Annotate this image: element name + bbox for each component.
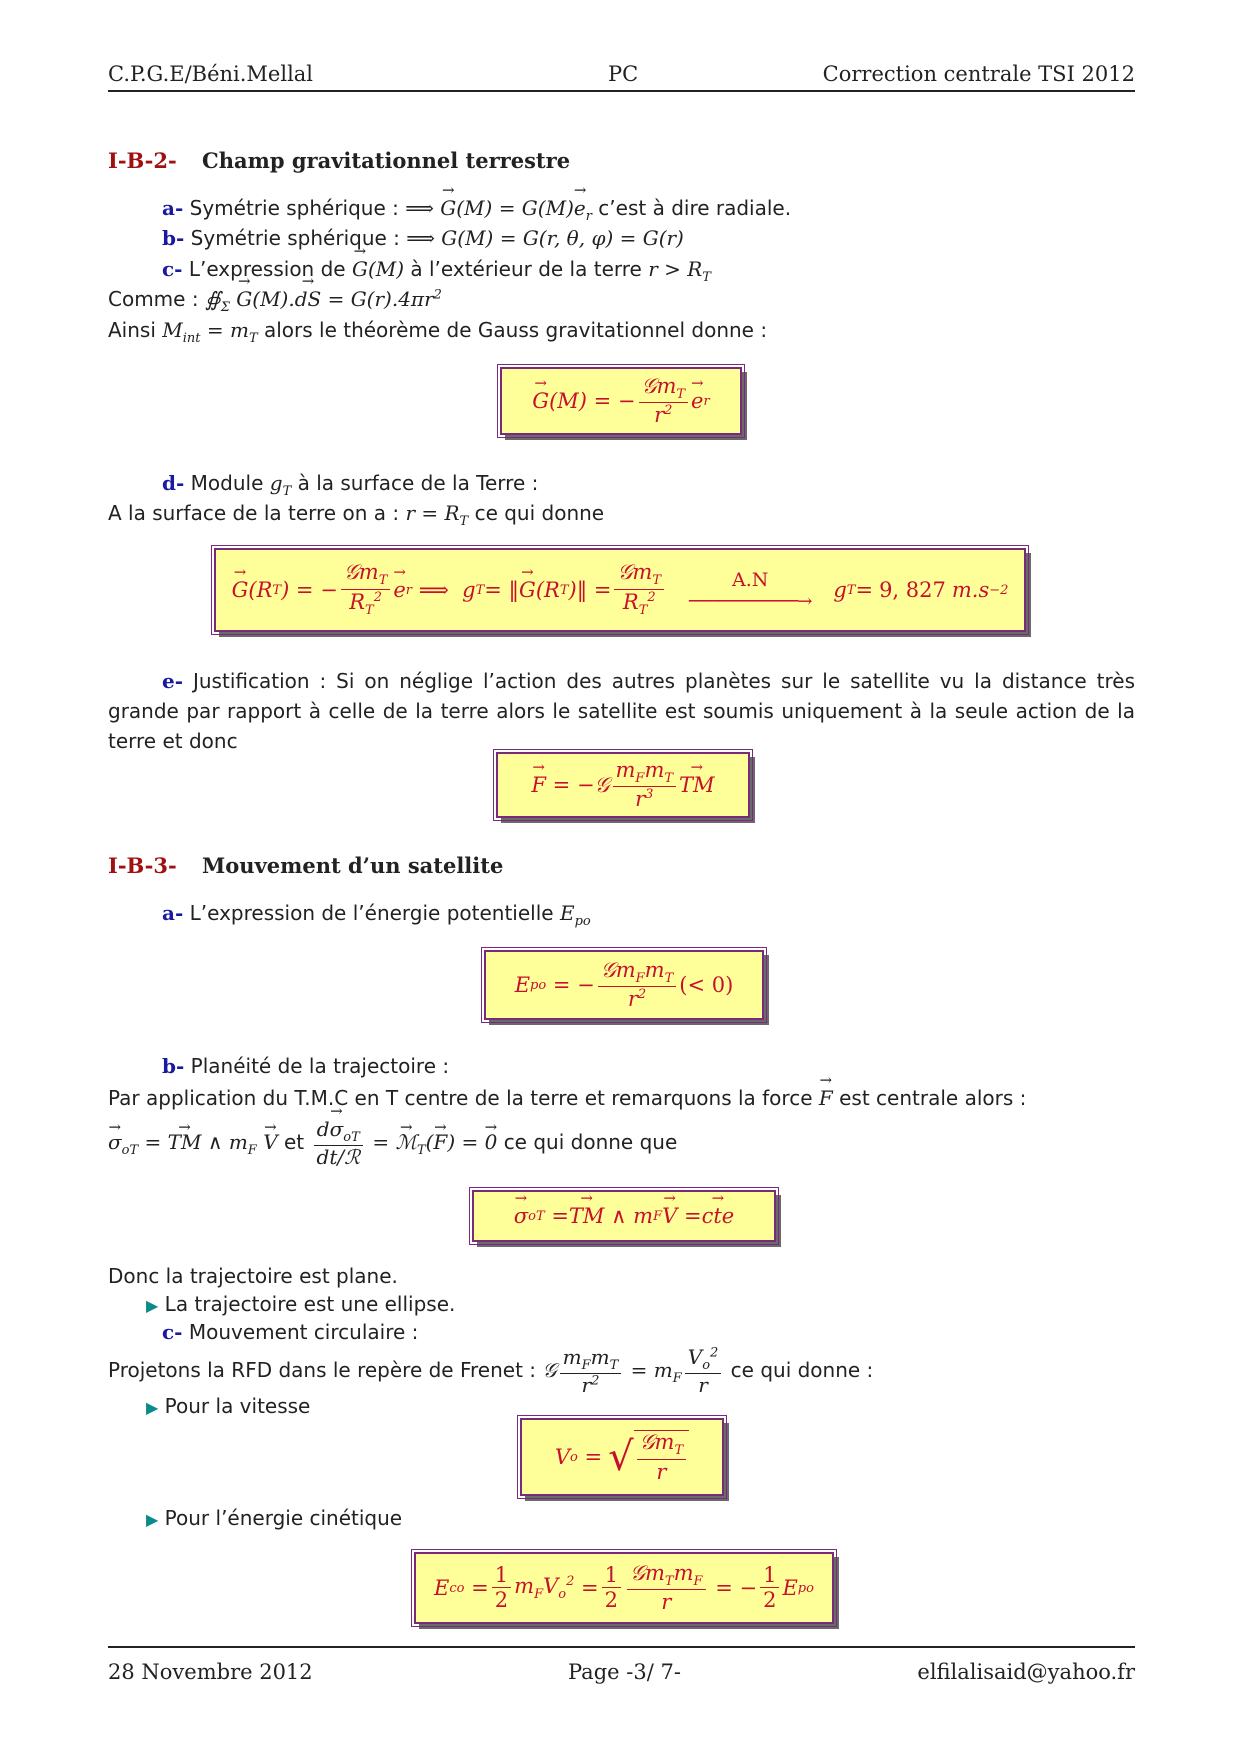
item-label: a-: [162, 196, 184, 220]
bullet-text: La trajectoire est une ellipse.: [164, 1292, 456, 1316]
rfd-text: Projetons la RFD dans le repère de Frenet :: [108, 1358, 537, 1382]
surface-text: A la surface de la terre on a :: [108, 501, 400, 525]
triangle-bullet-icon: ▶: [146, 1510, 159, 1529]
ainsi-line: Ainsi $M_{int} = m_T$ alors le théorème de Gauss gravitationnel donne :: [108, 318, 768, 346]
et-text: et: [284, 1130, 305, 1155]
ainsi-text: Ainsi: [108, 318, 156, 342]
item-c1: c- L’expression de → G(M) à l’extérieur de la terre $r > R_T$: [162, 257, 711, 285]
formula-box-force: → F = −𝒢 $\frac{m_Fm_T}{r^3}$ → TM: [496, 752, 750, 818]
epo-note: (< 0): [679, 973, 734, 997]
triangle-bullet-icon: ▶: [146, 1398, 159, 1417]
formula-box-sigma: → σ oT = → TM ∧ m F → V = → cte: [472, 1190, 776, 1242]
section-title: Mouvement d’un satellite: [202, 853, 504, 878]
surface-tail: ce qui donne: [474, 501, 605, 525]
item-a2: a- L’expression de l’énergie potentielle $E_{po}$: [162, 901, 591, 929]
item-text: L’expression de: [188, 257, 346, 281]
vitesse-bullet: [146, 1394, 310, 1418]
item-label: b-: [162, 226, 185, 250]
header-left: C.P.G.E/Béni.Mellal: [108, 62, 314, 86]
surface-line: A la surface de la terre on a : $r = R_T$ ce qui donne: [108, 501, 605, 529]
qdq-text: ce qui donne que: [503, 1130, 678, 1155]
item-text: L’expression de l’énergie potentielle: [189, 901, 554, 925]
footer-date: 28 Novembre 2012: [108, 1660, 313, 1684]
header-center: PC: [608, 62, 639, 86]
item-tail: à la surface de la Terre :: [297, 471, 539, 495]
item-label: c-: [162, 1320, 183, 1344]
section-number: I-B-3-: [108, 853, 177, 878]
an-label: A.N: [731, 568, 769, 591]
item-label: d-: [162, 471, 185, 495]
bullet-text: Pour la vitesse: [164, 1394, 311, 1418]
item-c2: [162, 1320, 418, 1344]
bullet-text: Pour l’énergie cinétique: [164, 1506, 403, 1530]
justification-paragraph: [108, 666, 1135, 756]
item-text: Symétrie sphérique :: [189, 196, 399, 220]
section-number: I-B-2-: [108, 148, 177, 173]
item-text: Justification : Si on néglige l’action des autres planètes sur le satellite vu la distance très grande par rapport à celle de la terre alors le satellite est soumis uniquement à la seule action de la terre et donc: [108, 669, 1135, 753]
item-tail: c’est à dire radiale.: [598, 196, 792, 220]
gt-value: 9, 827: [879, 578, 946, 602]
item-b1: b- Symétrie sphérique : ⟹ G(M) = G(r, θ, φ) = G(r): [162, 226, 684, 250]
plane-line: Donc la trajectoire est plane.: [108, 1264, 398, 1288]
section-heading-ib3: [108, 853, 503, 878]
item-a1: a- Symétrie sphérique : ⟹ → $G(M) = G(M)\to e_r$ c’est à dire radiale.: [162, 196, 791, 224]
item-label: e-: [162, 669, 184, 693]
item-b2: [162, 1054, 449, 1078]
footer-email: elfilalisaid@yahoo.fr: [917, 1660, 1135, 1684]
ainsi-tail: alors le théorème de Gauss gravitationnel donne :: [263, 318, 768, 342]
item-text: Mouvement circulaire :: [188, 1320, 419, 1344]
formula-box-vo: V o = √ $\frac{𝒢m_T}{r}$: [520, 1418, 724, 1496]
comme-line: Comme : $∯_\Sigma \to G(M).\to$ dS = $G(r).4\pi r^2$: [108, 287, 442, 315]
moment-line: → $\sigma_{oT}$ = → TM ∧ $m_F \to V$ et $\frac{d\to \sigma_{oT}}{\text{dt/ℛ}}$ = → ℳ$_T$(→ F) = → 0 ce qui donne que: [108, 1118, 677, 1171]
item-text: Symétrie sphérique :: [190, 226, 400, 250]
item-text: Module: [190, 471, 264, 495]
formula-box-eco: E co = $\frac{1}{2}$ $m_FV_o^2$ = $\frac{1}{2}$ $\frac{𝒢m_Tm_F}{r}$ = − $\frac{1}{2}$ E po: [414, 1552, 834, 1624]
rfd-tail: ce qui donne :: [730, 1358, 874, 1382]
comme-text: Comme :: [108, 287, 199, 311]
ellipse-bullet: [146, 1292, 455, 1316]
formula-box-g: → G (M) = − $\frac{𝒢m_T}{r^2}$ → e r: [500, 367, 742, 435]
item-d1: d- Module $g_T$ à la surface de la Terre :: [162, 471, 539, 499]
footer-page-number: Page -3/ 7-: [568, 1660, 681, 1684]
item-text: Planéité de la trajectoire :: [190, 1054, 450, 1078]
formula-box-epo: E po = − $\frac{𝒢m_Fm_T}{r^2}$ (< 0): [484, 950, 764, 1020]
tmc-text: Par application du T.M.C en T centre de la terre et remarquons la force: [108, 1086, 813, 1110]
item-label: c-: [162, 257, 183, 281]
tmc-tail: est centrale alors :: [839, 1086, 1027, 1110]
header-rule: [108, 90, 1135, 92]
tmc-line: Par application du T.M.C en T centre de la terre et remarquons la force → F est centrale alors :: [108, 1086, 1026, 1110]
header-right: Correction centrale TSI 2012: [822, 62, 1135, 86]
section-heading-ib2: [108, 148, 570, 173]
rfd-line: Projetons la RFD dans le repère de Frenet : 𝒢 $\frac{m_Fm_T}{r^2}$ = $m_F$ $\frac{V_o^2}{r}$ ce qui donne :: [108, 1344, 874, 1398]
item-label: a-: [162, 901, 184, 925]
item-text-mid: à l’extérieur de la terre: [410, 257, 642, 281]
item-label: b-: [162, 1054, 185, 1078]
energie-bullet: [146, 1506, 402, 1530]
triangle-bullet-icon: ▶: [146, 1296, 159, 1315]
section-title: Champ gravitationnel terrestre: [202, 148, 571, 173]
footer-rule: [108, 1646, 1135, 1648]
formula-box-gt: → G (R T ) = − $\frac{𝒢m_T}{R_T^2}$ → e r ⟹ g T = ‖ → G (R T )‖ = $\frac{𝒢m_T}{R_T^2}$ A.N ───────────→ g T = 9, 827 m.s −2: [214, 548, 1026, 632]
